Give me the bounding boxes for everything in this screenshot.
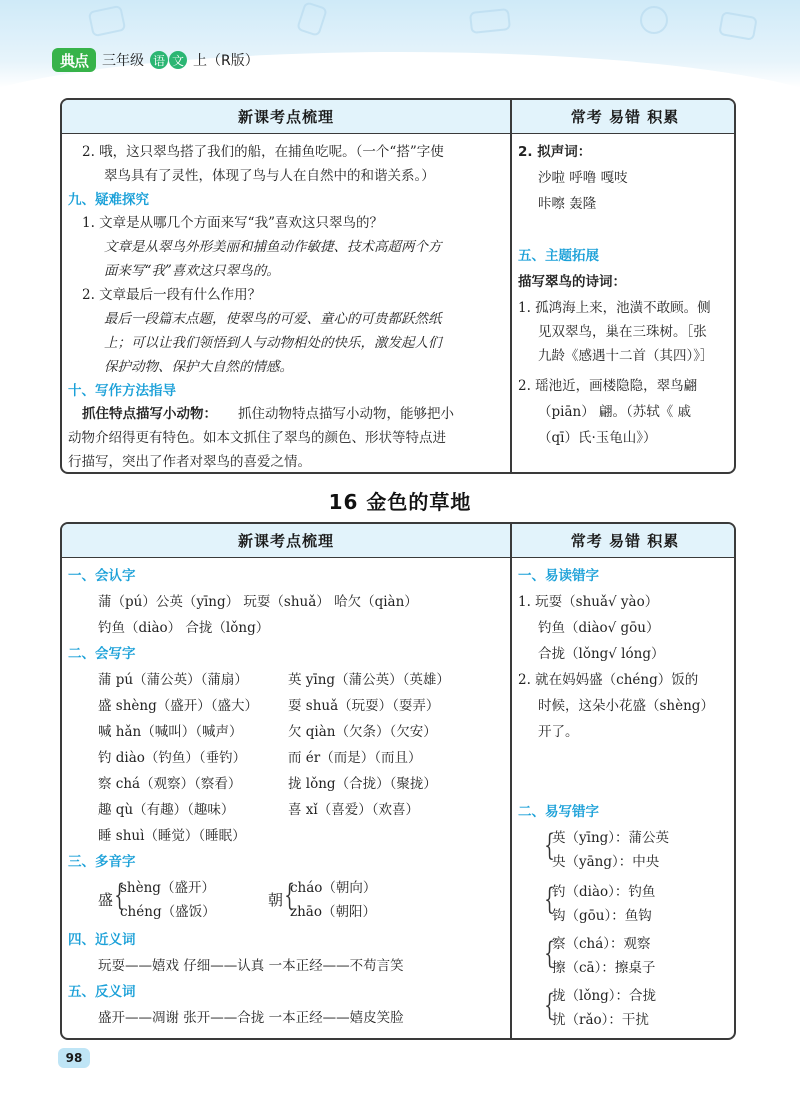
answer-line: 最后一段篇末点题，使翠鸟的可爱、童心的可贵都跃然纸 xyxy=(104,311,442,327)
column-divider xyxy=(510,100,512,472)
review-panel-1 xyxy=(60,98,736,474)
text-line: 动物介绍得更有特色。如本文抓住了翠鸟的颜色、形状等特点进 xyxy=(68,430,446,446)
section-heading: 九、疑难探究 xyxy=(68,192,149,208)
doodle-icon xyxy=(88,5,127,38)
confusable-entry: 钓（diào）：钓鱼 xyxy=(552,884,656,900)
subheading: 2. 拟声词： xyxy=(518,144,592,160)
column-divider xyxy=(510,524,512,1038)
char-entry: 睡 shuì（睡觉）（睡眠） xyxy=(98,828,246,844)
poem-line: 见双翠鸟，巢在三珠树。［张 xyxy=(538,324,707,340)
grade-label: 三年级 xyxy=(102,53,144,69)
section-heading: 五、反义词 xyxy=(68,984,136,1000)
brace-icon: { xyxy=(544,988,555,1023)
doodle-icon xyxy=(469,8,511,34)
section-heading: 一、会认字 xyxy=(68,568,136,584)
answer-line: 保护动物、保护大自然的情感。 xyxy=(104,359,293,375)
top-decorative-band xyxy=(0,0,800,88)
section-heading: 二、易写错字 xyxy=(518,804,599,820)
answer-line: 面来写“我”喜欢这只翠鸟的。 xyxy=(104,263,280,279)
confusable-entry: 央（yāng）：中央 xyxy=(552,854,660,870)
polyphone-char: 朝 xyxy=(268,891,284,909)
char-entry: 察 chá（观察）（察看） xyxy=(98,776,242,792)
char-entry: 钓 diào（钓鱼）（垂钓） xyxy=(98,750,247,766)
review-panel-2 xyxy=(60,522,736,1040)
answer-line: 上；可以让我们领悟到人与动物相处的快乐，激发起人们 xyxy=(104,335,442,351)
confusable-entry: 察（chá）：观察 xyxy=(552,936,651,952)
word-row: 蒲（pú）公英（yīng） 玩耍（shuǎ） 哈欠（qiàn） xyxy=(98,594,418,610)
confusable-entry: 扰（rǎo）：干扰 xyxy=(552,1012,649,1028)
char-entry: 蒲 pú（蒲公英）（蒲扇） xyxy=(98,672,248,688)
panel-header xyxy=(62,524,734,558)
page-number: 98 xyxy=(58,1048,90,1068)
answer-line: 文章是从翠鸟外形美丽和捕鱼动作敏捷、技术高超两个方 xyxy=(104,239,442,255)
char-entry: 拢 lǒng（合拢）（聚拢） xyxy=(288,776,437,792)
reading-entry: cháo（朝向） xyxy=(290,880,377,896)
reading-entry: chéng（盛饭） xyxy=(120,904,216,920)
brace-icon: { xyxy=(284,878,295,913)
doodle-icon xyxy=(718,11,758,41)
subheading: 描写翠鸟的诗词： xyxy=(518,274,626,290)
subject-char: 语 xyxy=(150,51,168,69)
poem-line: 1. 孤鸿海上来，池潢不敢顾。侧 xyxy=(518,300,711,316)
word-pairs: 玩耍——嬉戏 仔细——认真 一本正经——不苟言笑 xyxy=(98,958,404,974)
char-entry: 喜 xǐ（喜爱）（欢喜） xyxy=(288,802,419,818)
text-line: 行描写，突出了作者对翠鸟的喜爱之情。 xyxy=(68,454,311,470)
confusable-entry: 英（yīng）：蒲公英 xyxy=(552,830,670,846)
char-entry: 喊 hǎn（喊叫）（喊声） xyxy=(98,724,243,740)
right-column-title: 常考 易错 积累 xyxy=(570,532,680,550)
polyphone-char: 盛 xyxy=(98,891,114,909)
section-heading: 三、多音字 xyxy=(68,854,136,870)
text-line: 翠鸟具有了灵性，体现了鸟与人在自然中的和谐关系。） xyxy=(104,168,435,184)
question-line: 1. 文章是从哪几个方面来写“我”喜欢这只翠鸟的？ xyxy=(82,215,383,231)
section-heading: 十、写作方法指导 xyxy=(68,383,176,399)
section-heading: 二、会写字 xyxy=(68,646,136,662)
confusable-entry: 钩（gōu）：鱼钩 xyxy=(552,908,652,924)
subject-badge xyxy=(150,51,187,69)
word-row: 沙啦 呼噜 嘎吱 xyxy=(538,170,628,186)
method-label: 抓住特点描写小动物： xyxy=(82,406,217,422)
right-column-title: 常考 易错 积累 xyxy=(570,108,680,126)
lesson-title: 16 金色的草地 xyxy=(328,490,472,514)
edition-label: 上（R版） xyxy=(193,53,259,69)
item-line: 2. 就在妈妈盛（chéng）饭的 xyxy=(518,672,699,688)
word-row: 咔嚓 轰隆 xyxy=(538,196,597,212)
subject-char: 文 xyxy=(169,51,187,69)
item-line: 钓鱼（diào√ gōu） xyxy=(538,620,660,636)
text-line: 抓住动物特点描写小动物，能够把小 xyxy=(238,406,454,422)
item-line: 合拢（lǒng√ lóng） xyxy=(538,646,665,662)
question-line: 2. 文章最后一段有什么作用？ xyxy=(82,287,262,303)
item-line: 1. 玩耍（shuǎ√ yào） xyxy=(518,594,659,610)
left-column-title: 新课考点梳理 xyxy=(237,532,334,550)
word-pairs: 盛开——凋谢 张开——合拢 一本正经——嬉皮笑脸 xyxy=(98,1010,404,1026)
poem-line: （qī）氏·玉龟山》） xyxy=(538,430,657,446)
char-entry: 英 yīng（蒲公英）（英雄） xyxy=(288,672,450,688)
poem-line: （piān） 翩。（苏轼《 戚 xyxy=(538,404,692,420)
doodle-icon xyxy=(640,6,668,34)
brace-icon: { xyxy=(544,828,555,863)
section-heading: 四、近义词 xyxy=(68,932,136,948)
section-heading: 一、易读错字 xyxy=(518,568,599,584)
brand-logo: 典点 xyxy=(52,48,96,72)
item-line: 开了。 xyxy=(538,724,579,740)
char-entry: 趣 qù（有趣）（趣味） xyxy=(98,802,235,818)
doodle-icon xyxy=(296,1,328,37)
word-row: 钓鱼（diào） 合拢（lǒng） xyxy=(98,620,270,636)
book-header xyxy=(52,46,259,74)
char-entry: 盛 shèng（盛开）（盛大） xyxy=(98,698,258,714)
char-entry: 耍 shuǎ（玩耍）（耍弄） xyxy=(288,698,440,714)
panel-header xyxy=(62,100,734,134)
char-entry: 欠 qiàn（欠条）（欠安） xyxy=(288,724,437,740)
left-column-title: 新课考点梳理 xyxy=(237,108,334,126)
brace-icon: { xyxy=(544,882,555,917)
reading-entry: shèng（盛开） xyxy=(120,880,215,896)
poem-line: 九龄《感遇十二首（其四）》］ xyxy=(538,348,714,364)
item-line: 时候，这朵小花盛（shèng） xyxy=(538,698,714,714)
brace-icon: { xyxy=(544,936,555,971)
brace-icon: { xyxy=(114,878,125,913)
poem-line: 2. 瑶池近，画楼隐隐，翠鸟翩 xyxy=(518,378,698,394)
confusable-entry: 擦（cā）：擦桌子 xyxy=(552,960,656,976)
section-heading: 五、主题拓展 xyxy=(518,248,599,264)
char-entry: 而 ér（而是）（而且） xyxy=(288,750,422,766)
confusable-entry: 拢（lǒng）：合拢 xyxy=(552,988,657,1004)
reading-entry: zhāo（朝阳） xyxy=(290,904,376,920)
text-line: 2. 哦，这只翠鸟搭了我们的船，在捕鱼吃呢。（一个“搭”字使 xyxy=(82,144,444,160)
